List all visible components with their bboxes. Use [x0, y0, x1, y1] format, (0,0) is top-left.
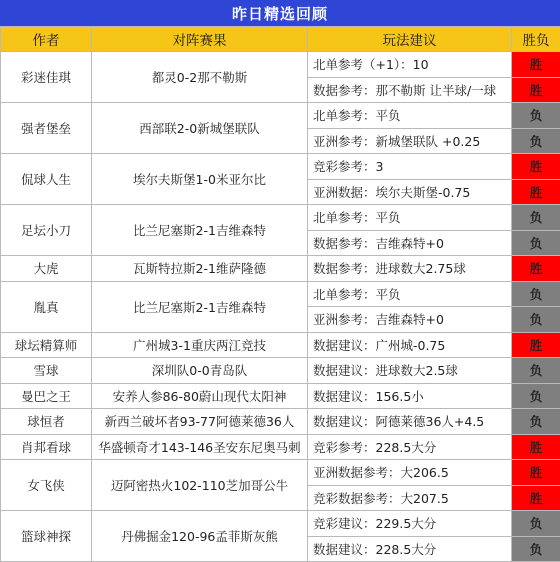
suggestion-cell: 亚洲数据：埃尔夫斯堡-0.75 — [308, 179, 512, 205]
result-badge: 胜 — [512, 332, 560, 358]
suggestion-cell: 竞彩数据参考：大207.5 — [308, 485, 512, 511]
author-cell: 足坛小刀 — [1, 205, 92, 256]
match-result-cell: 安养人参86-80蔚山现代太阳神 — [92, 383, 308, 409]
author-cell: 强者堡垒 — [1, 103, 92, 154]
result-badge: 负 — [512, 383, 560, 409]
suggestion-cell: 北单参考：平负 — [308, 103, 512, 129]
table-row — [1, 281, 560, 307]
match-result-cell: 比兰尼塞斯2-1吉维森特 — [92, 281, 308, 332]
match-result-cell: 埃尔夫斯堡1-0米亚尔比 — [92, 154, 308, 205]
result-badge: 胜 — [512, 77, 560, 103]
suggestion-cell: 数据参考：吉维森特+0 — [308, 230, 512, 256]
table-row — [1, 103, 560, 129]
suggestion-cell: 亚洲参考：吉维森特+0 — [308, 307, 512, 333]
author-cell: 侃球人生 — [1, 154, 92, 205]
header-result: 胜负 — [512, 27, 560, 52]
result-badge: 负 — [512, 358, 560, 384]
suggestion-cell: 亚洲数据参考：大206.5 — [308, 460, 512, 486]
suggestion-cell: 北单参考（+1）：10 — [308, 52, 512, 78]
suggestion-cell: 竞彩参考：228.5大分 — [308, 434, 512, 460]
table-row — [1, 256, 560, 282]
table-row — [1, 383, 560, 409]
page-title: 昨日精选回顾 — [0, 0, 560, 26]
author-cell: 女飞侠 — [1, 460, 92, 511]
result-badge: 胜 — [512, 485, 560, 511]
result-badge: 胜 — [512, 154, 560, 180]
author-cell: 球恒者 — [1, 409, 92, 435]
match-result-cell: 丹佛掘金120-96孟菲斯灰熊 — [92, 511, 308, 562]
suggestion-cell: 数据参考：那不勒斯 让半球/一球 — [308, 77, 512, 103]
author-cell: 雪球 — [1, 358, 92, 384]
suggestion-cell: 数据参考：进球数大2.75球 — [308, 256, 512, 282]
result-badge: 负 — [512, 536, 560, 562]
match-result-cell: 迈阿密热火102-110芝加哥公牛 — [92, 460, 308, 511]
match-result-cell: 比兰尼塞斯2-1吉维森特 — [92, 205, 308, 256]
suggestion-cell: 竞彩建议：229.5大分 — [308, 511, 512, 537]
suggestion-cell: 北单参考：平负 — [308, 281, 512, 307]
recap-table — [0, 26, 560, 562]
result-badge: 负 — [512, 409, 560, 435]
table-body — [1, 52, 560, 562]
suggestion-cell: 数据建议：广州城-0.75 — [308, 332, 512, 358]
table-row — [1, 332, 560, 358]
table-row — [1, 52, 560, 78]
result-badge: 胜 — [512, 434, 560, 460]
table-row — [1, 205, 560, 231]
suggestion-cell: 亚洲参考：新城堡联队 +0.25 — [308, 128, 512, 154]
table-row — [1, 154, 560, 180]
match-result-cell: 瓦斯特拉斯2-1维萨隆德 — [92, 256, 308, 282]
suggestion-cell: 数据建议：228.5大分 — [308, 536, 512, 562]
table-row — [1, 460, 560, 486]
match-result-cell: 广州城3-1重庆两江竞技 — [92, 332, 308, 358]
result-badge: 负 — [512, 103, 560, 129]
result-badge: 负 — [512, 511, 560, 537]
result-badge: 负 — [512, 230, 560, 256]
result-badge: 负 — [512, 281, 560, 307]
author-cell: 彩迷佳琪 — [1, 52, 92, 103]
result-badge: 胜 — [512, 52, 560, 78]
match-result-cell: 新西兰破坏者93-77阿德莱德36人 — [92, 409, 308, 435]
suggestion-cell: 数据建议：156.5小 — [308, 383, 512, 409]
suggestion-cell: 数据建议：进球数大2.5球 — [308, 358, 512, 384]
suggestion-cell: 数据建议：阿德莱德36人+4.5 — [308, 409, 512, 435]
suggestion-cell: 北单参考：平负 — [308, 205, 512, 231]
table-header-row — [1, 27, 560, 52]
result-badge: 胜 — [512, 256, 560, 282]
table-row — [1, 511, 560, 537]
result-badge: 胜 — [512, 179, 560, 205]
author-cell: 球坛精算师 — [1, 332, 92, 358]
author-cell: 曼巴之王 — [1, 383, 92, 409]
suggestion-cell: 竞彩参考：3 — [308, 154, 512, 180]
author-cell: 大虎 — [1, 256, 92, 282]
header-suggestion: 玩法建议 — [308, 27, 512, 52]
result-badge: 负 — [512, 307, 560, 333]
header-author: 作者 — [1, 27, 92, 52]
result-badge: 胜 — [512, 460, 560, 486]
author-cell: 肖邦看球 — [1, 434, 92, 460]
table-row — [1, 409, 560, 435]
author-cell: 胤真 — [1, 281, 92, 332]
match-result-cell: 华盛顿奇才143-146圣安东尼奥马刺 — [92, 434, 308, 460]
match-result-cell: 西部联2-0新城堡联队 — [92, 103, 308, 154]
header-match: 对阵赛果 — [92, 27, 308, 52]
result-badge: 负 — [512, 128, 560, 154]
match-result-cell: 深圳队0-0青岛队 — [92, 358, 308, 384]
author-cell: 篮球神探 — [1, 511, 92, 562]
table-row — [1, 358, 560, 384]
result-badge: 负 — [512, 205, 560, 231]
table-row — [1, 434, 560, 460]
match-result-cell: 都灵0-2那不勒斯 — [92, 52, 308, 103]
